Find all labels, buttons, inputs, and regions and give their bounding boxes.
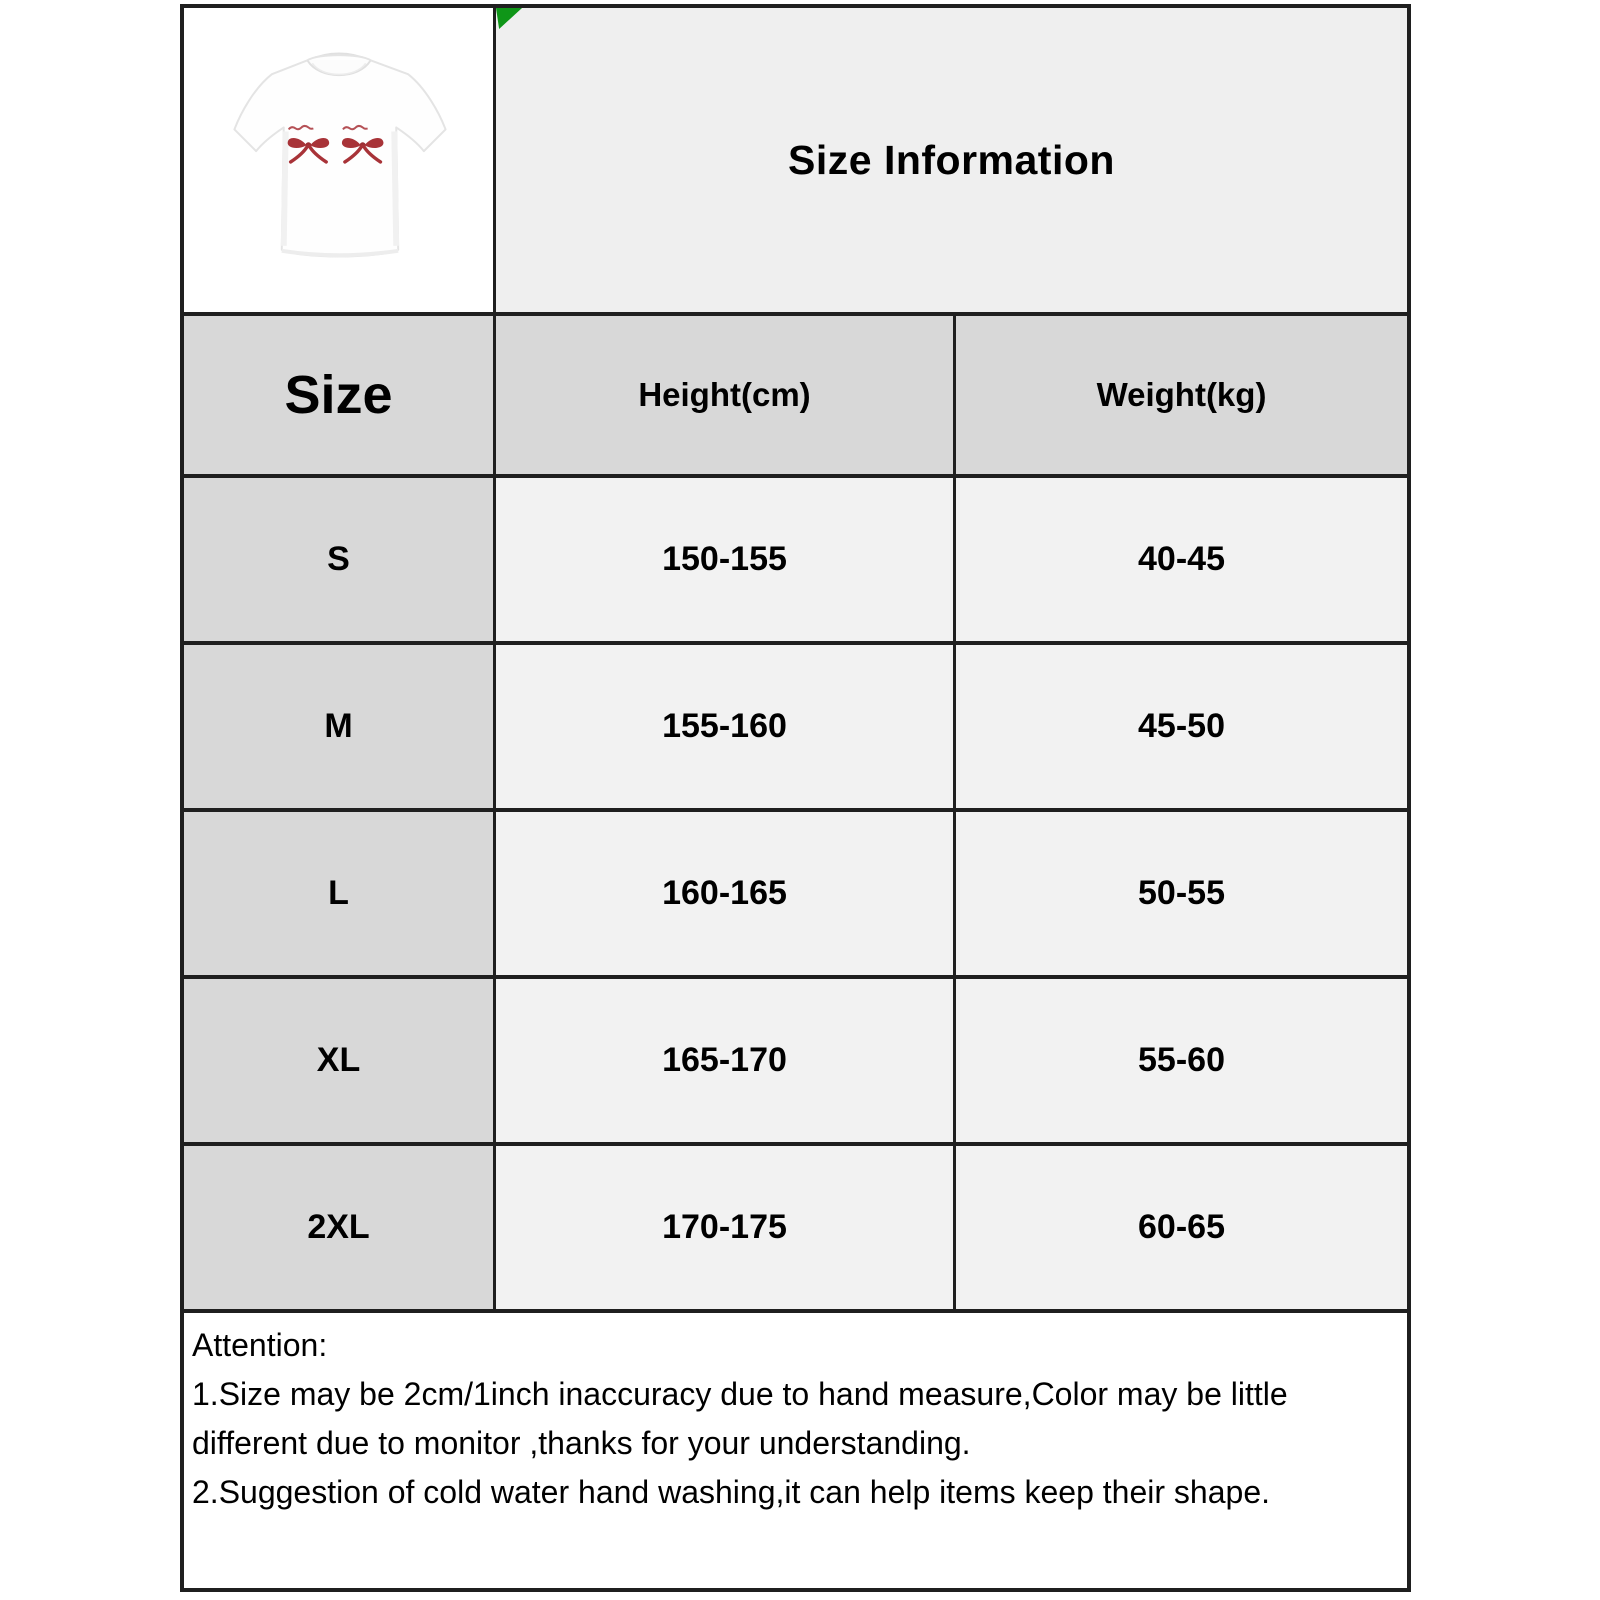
green-corner-flag <box>496 8 522 29</box>
table-row-2xl <box>184 1142 1407 1309</box>
height-value: 155-160 <box>493 645 953 808</box>
attention-line-1: 1.Size may be 2cm/1inch inaccuracy due to hand measure,Color may be little <box>192 1376 1288 1412</box>
page-title: Size Information <box>788 136 1115 183</box>
height-value: 150-155 <box>493 478 953 641</box>
weight-value: 55-60 <box>953 979 1407 1142</box>
header-weight: Weight(kg) <box>953 316 1407 474</box>
table-row-s <box>184 474 1407 641</box>
size-label: XL <box>184 979 493 1142</box>
product-image-cell <box>184 8 493 312</box>
header-size: Size <box>284 365 393 425</box>
product-title-row <box>184 8 1407 312</box>
height-value: 170-175 <box>493 1146 953 1309</box>
weight-value: 45-50 <box>953 645 1407 808</box>
size-chart-table <box>180 4 1411 1592</box>
table-row-xl <box>184 975 1407 1142</box>
header-height: Height(cm) <box>493 316 953 474</box>
height-value: 160-165 <box>493 812 953 975</box>
attention-heading: Attention: <box>192 1327 328 1363</box>
table-row-m <box>184 641 1407 808</box>
size-label: M <box>184 645 493 808</box>
size-label: S <box>184 478 493 641</box>
product-photo <box>184 8 493 312</box>
table-header-row <box>184 312 1407 474</box>
height-value: 165-170 <box>493 979 953 1142</box>
title-cell <box>493 8 1407 312</box>
weight-value: 40-45 <box>953 478 1407 641</box>
table-row-l <box>184 808 1407 975</box>
weight-value: 60-65 <box>953 1146 1407 1309</box>
attention-line-2: different due to monitor ,thanks for your understanding. <box>192 1425 971 1461</box>
weight-value: 50-55 <box>953 812 1407 975</box>
size-label: L <box>184 812 493 975</box>
size-label: 2XL <box>184 1146 493 1309</box>
tshirt-image <box>191 24 487 296</box>
attention-section <box>184 1309 1407 1588</box>
attention-line-3: 2.Suggestion of cold water hand washing,it can help items keep their shape. <box>192 1474 1270 1510</box>
